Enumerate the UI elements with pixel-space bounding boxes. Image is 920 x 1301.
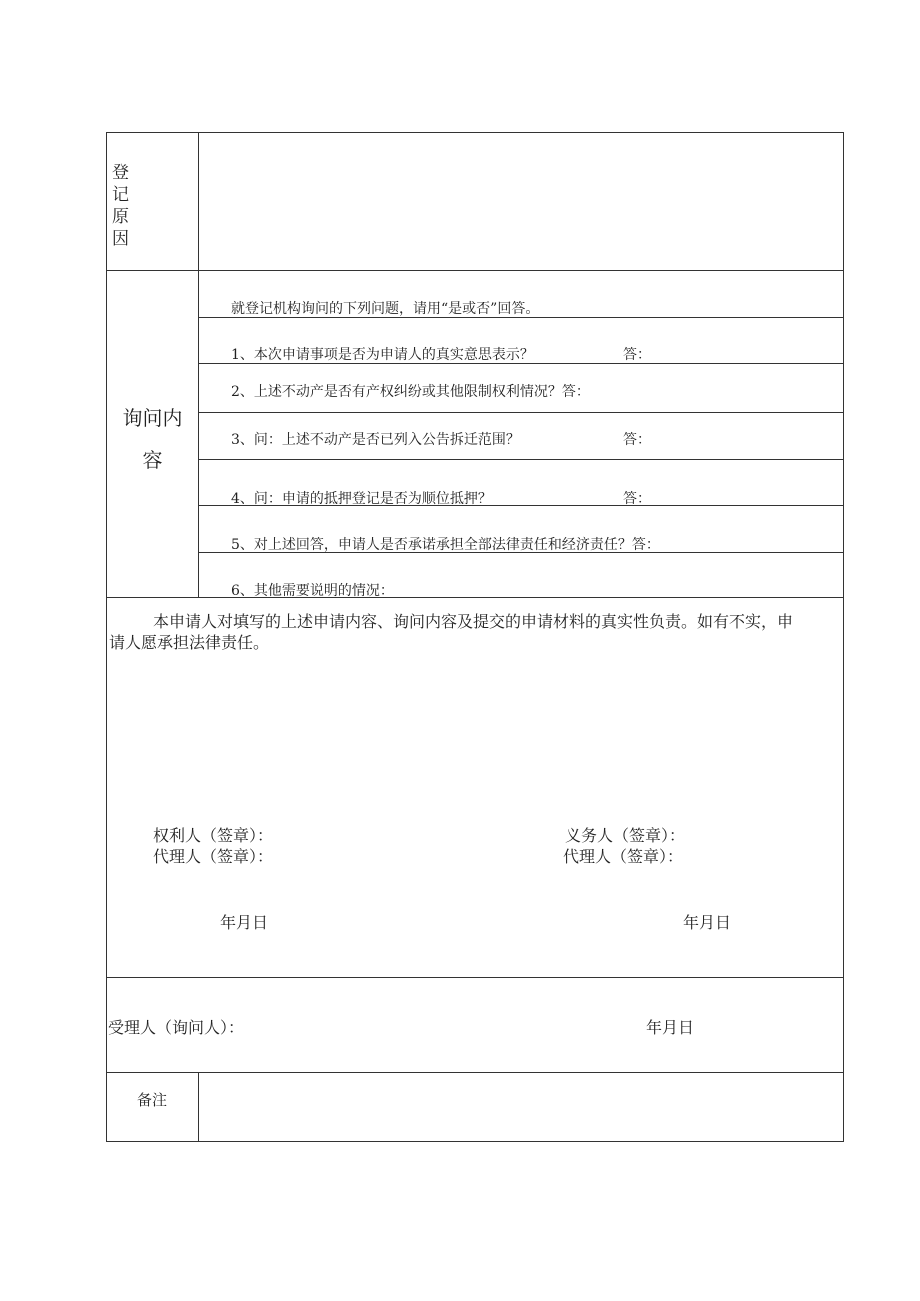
remarks-label: 备注 [137, 1091, 168, 1109]
agent-signature-right[interactable]: 代理人（签章）： [563, 847, 684, 866]
obligor-signature[interactable]: 义务人（签章）： [565, 826, 686, 845]
divider-inquiry-row [198, 459, 843, 460]
inquiry-label-line2: 容 [142, 448, 163, 472]
remarks-input-area[interactable] [199, 1073, 843, 1141]
reason-input-area[interactable] [199, 134, 843, 269]
reason-label-char: 原 [112, 207, 129, 227]
declaration-line2: 请人愿承担法律责任。 [109, 633, 270, 652]
question-3: 3、问：上述不动产是否已列入公告拆迁范围？ [231, 432, 520, 448]
question-5: 5、对上述回答，申请人是否承诺承担全部法律责任和经济责任？答： [231, 537, 660, 553]
question-4: 4、问：申请的抵押登记是否为顺位抵押？ [231, 491, 492, 507]
answer-4-label[interactable]: 答： [623, 491, 651, 507]
inquiry-label [107, 397, 198, 481]
question-2: 2、上述不动产是否有产权纠纷或其他限制权利情况？答： [231, 384, 590, 400]
divider-declaration-bottom [107, 977, 843, 978]
acceptance-date: 年月日 [646, 1018, 695, 1037]
date-right: 年月日 [683, 913, 732, 932]
answer-1-label[interactable]: 答： [623, 347, 651, 363]
reason-label-char: 记 [112, 185, 129, 205]
declaration-line1: 本申请人对填写的上述申请内容、询问内容及提交的申请材料的真实性负责。如有不实，申 [153, 612, 794, 631]
reason-label-char: 登 [112, 163, 129, 183]
divider-reason-bottom [107, 270, 843, 271]
question-6: 6、其他需要说明的情况： [231, 583, 394, 599]
answer-3-label[interactable]: 答： [623, 432, 651, 448]
inquiry-intro: 就登记机构询问的下列问题，请用“是或否”回答。 [231, 301, 540, 317]
acceptor-label: 受理人（询问人）： [108, 1018, 245, 1037]
reason-label-char: 因 [112, 229, 129, 249]
date-left: 年月日 [220, 913, 269, 932]
question-1: 1、本次申请事项是否为申请人的真实意思表示？ [231, 347, 534, 363]
registration-form-table [106, 132, 844, 1142]
agent-signature-left[interactable]: 代理人（签章）： [153, 847, 274, 866]
divider-inquiry-bottom [107, 597, 843, 598]
right-holder-signature[interactable]: 权利人（签章）： [153, 826, 274, 845]
reason-label [112, 162, 134, 250]
inquiry-label-line1: 询问内 [122, 406, 183, 430]
divider-inquiry-row [198, 412, 843, 413]
